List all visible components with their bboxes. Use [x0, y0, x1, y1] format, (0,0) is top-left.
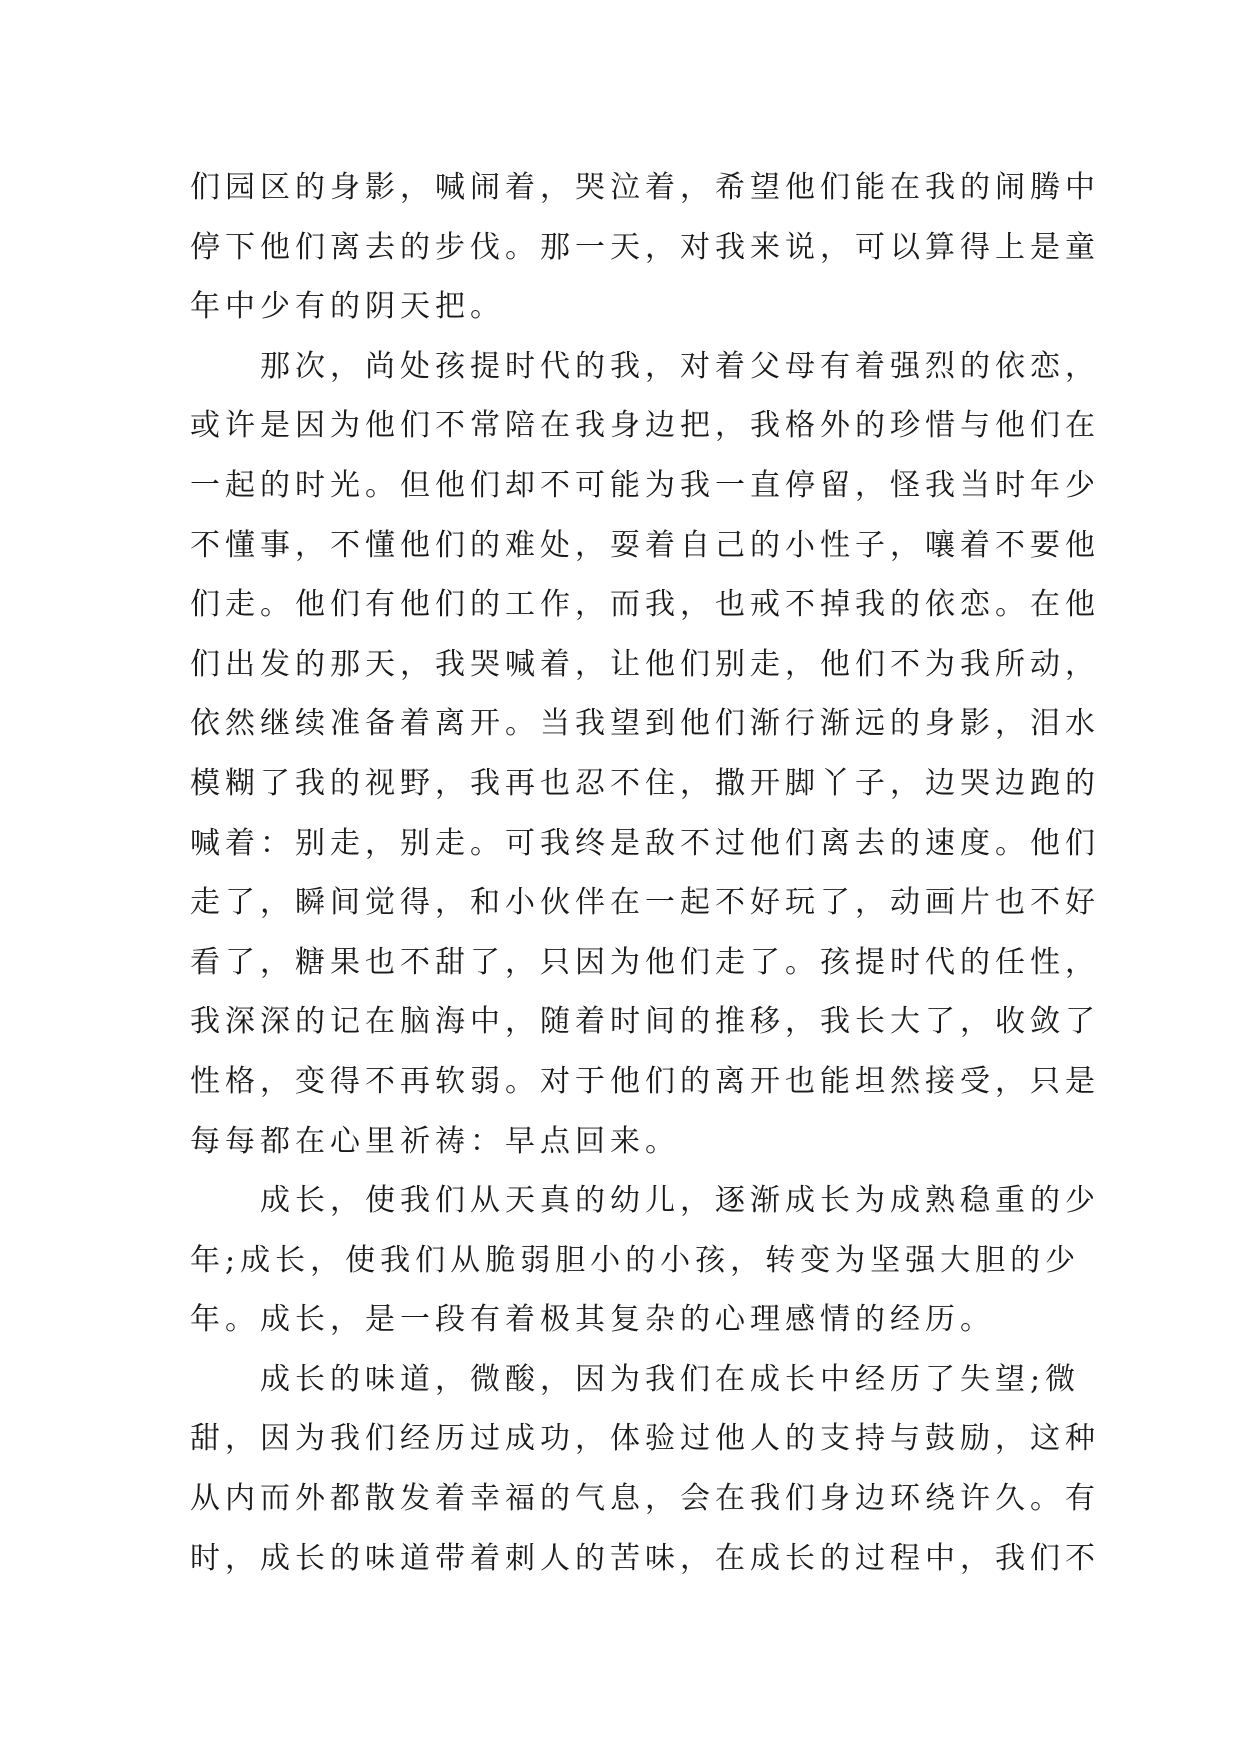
- body-text: [190, 158, 1100, 1588]
- text-line: 或许是因为他们不常陪在我身边把，我格外的珍惜与他们在: [190, 408, 1100, 444]
- text-line: 年;成长，使我们从脆弱胆小的小孩，转变为坚强大胆的少: [190, 1242, 1081, 1278]
- text-line: 性格，变得不再软弱。对于他们的离开也能坦然接受，只是: [190, 1063, 1100, 1099]
- text-line: 们走。他们有他们的工作，而我，也戒不掉我的依恋。在他: [190, 587, 1100, 623]
- paragraph-first-line: 成长的味道，微酸，因为我们在成长中经历了失望;微: [260, 1361, 1081, 1397]
- text-line: 不懂事，不懂他们的难处，耍着自己的小性子，嚷着不要他: [190, 527, 1100, 563]
- text-line: 年中少有的阴天把。: [190, 289, 505, 325]
- text-line: 看了，糖果也不甜了，只因为他们走了。孩提时代的任性，: [190, 944, 1100, 980]
- text-line: 我深深的记在脑海中，随着时间的推移，我长大了，收敛了: [190, 1004, 1100, 1040]
- text-line: 时，成长的味道带着刺人的苦味，在成长的过程中，我们不: [190, 1540, 1100, 1576]
- text-line: 们园区的身影，喊闹着，哭泣着，希望他们能在我的闹腾中: [190, 170, 1100, 205]
- text-line: 喊着：别走，别走。可我终是敌不过他们离去的速度。他们: [190, 825, 1100, 861]
- text-line: 停下他们离去的步伐。那一天，对我来说，可以算得上是童: [190, 229, 1100, 265]
- text-line: 模糊了我的视野，我再也忍不住，撒开脚丫子，边哭边跑的: [190, 765, 1100, 801]
- text-line: 年。成长，是一段有着极其复杂的心理感情的经历。: [190, 1302, 995, 1338]
- text-line: 甜，因为我们经历过成功，体验过他人的支持与鼓励，这种: [190, 1421, 1100, 1457]
- text-line: 走了，瞬间觉得，和小伙伴在一起不好玩了，动画片也不好: [190, 885, 1100, 921]
- paragraph-first-line: 成长，使我们从天真的幼儿，逐渐成长为成熟稳重的少: [260, 1183, 1100, 1219]
- text-line: 一起的时光。但他们却不可能为我一直停留，怪我当时年少: [190, 467, 1100, 503]
- text-line: 每每都在心里祈祷：早点回来。: [190, 1123, 680, 1159]
- text-line: 从内而外都散发着幸福的气息，会在我们身边环绕许久。有: [190, 1481, 1100, 1517]
- text-line: 们出发的那天，我哭喊着，让他们别走，他们不为我所动，: [190, 646, 1100, 682]
- text-line: 依然继续准备着离开。当我望到他们渐行渐远的身影，泪水: [190, 706, 1100, 742]
- paragraph-first-line: 那次，尚处孩提时代的我，对着父母有着强烈的依恋，: [260, 348, 1100, 384]
